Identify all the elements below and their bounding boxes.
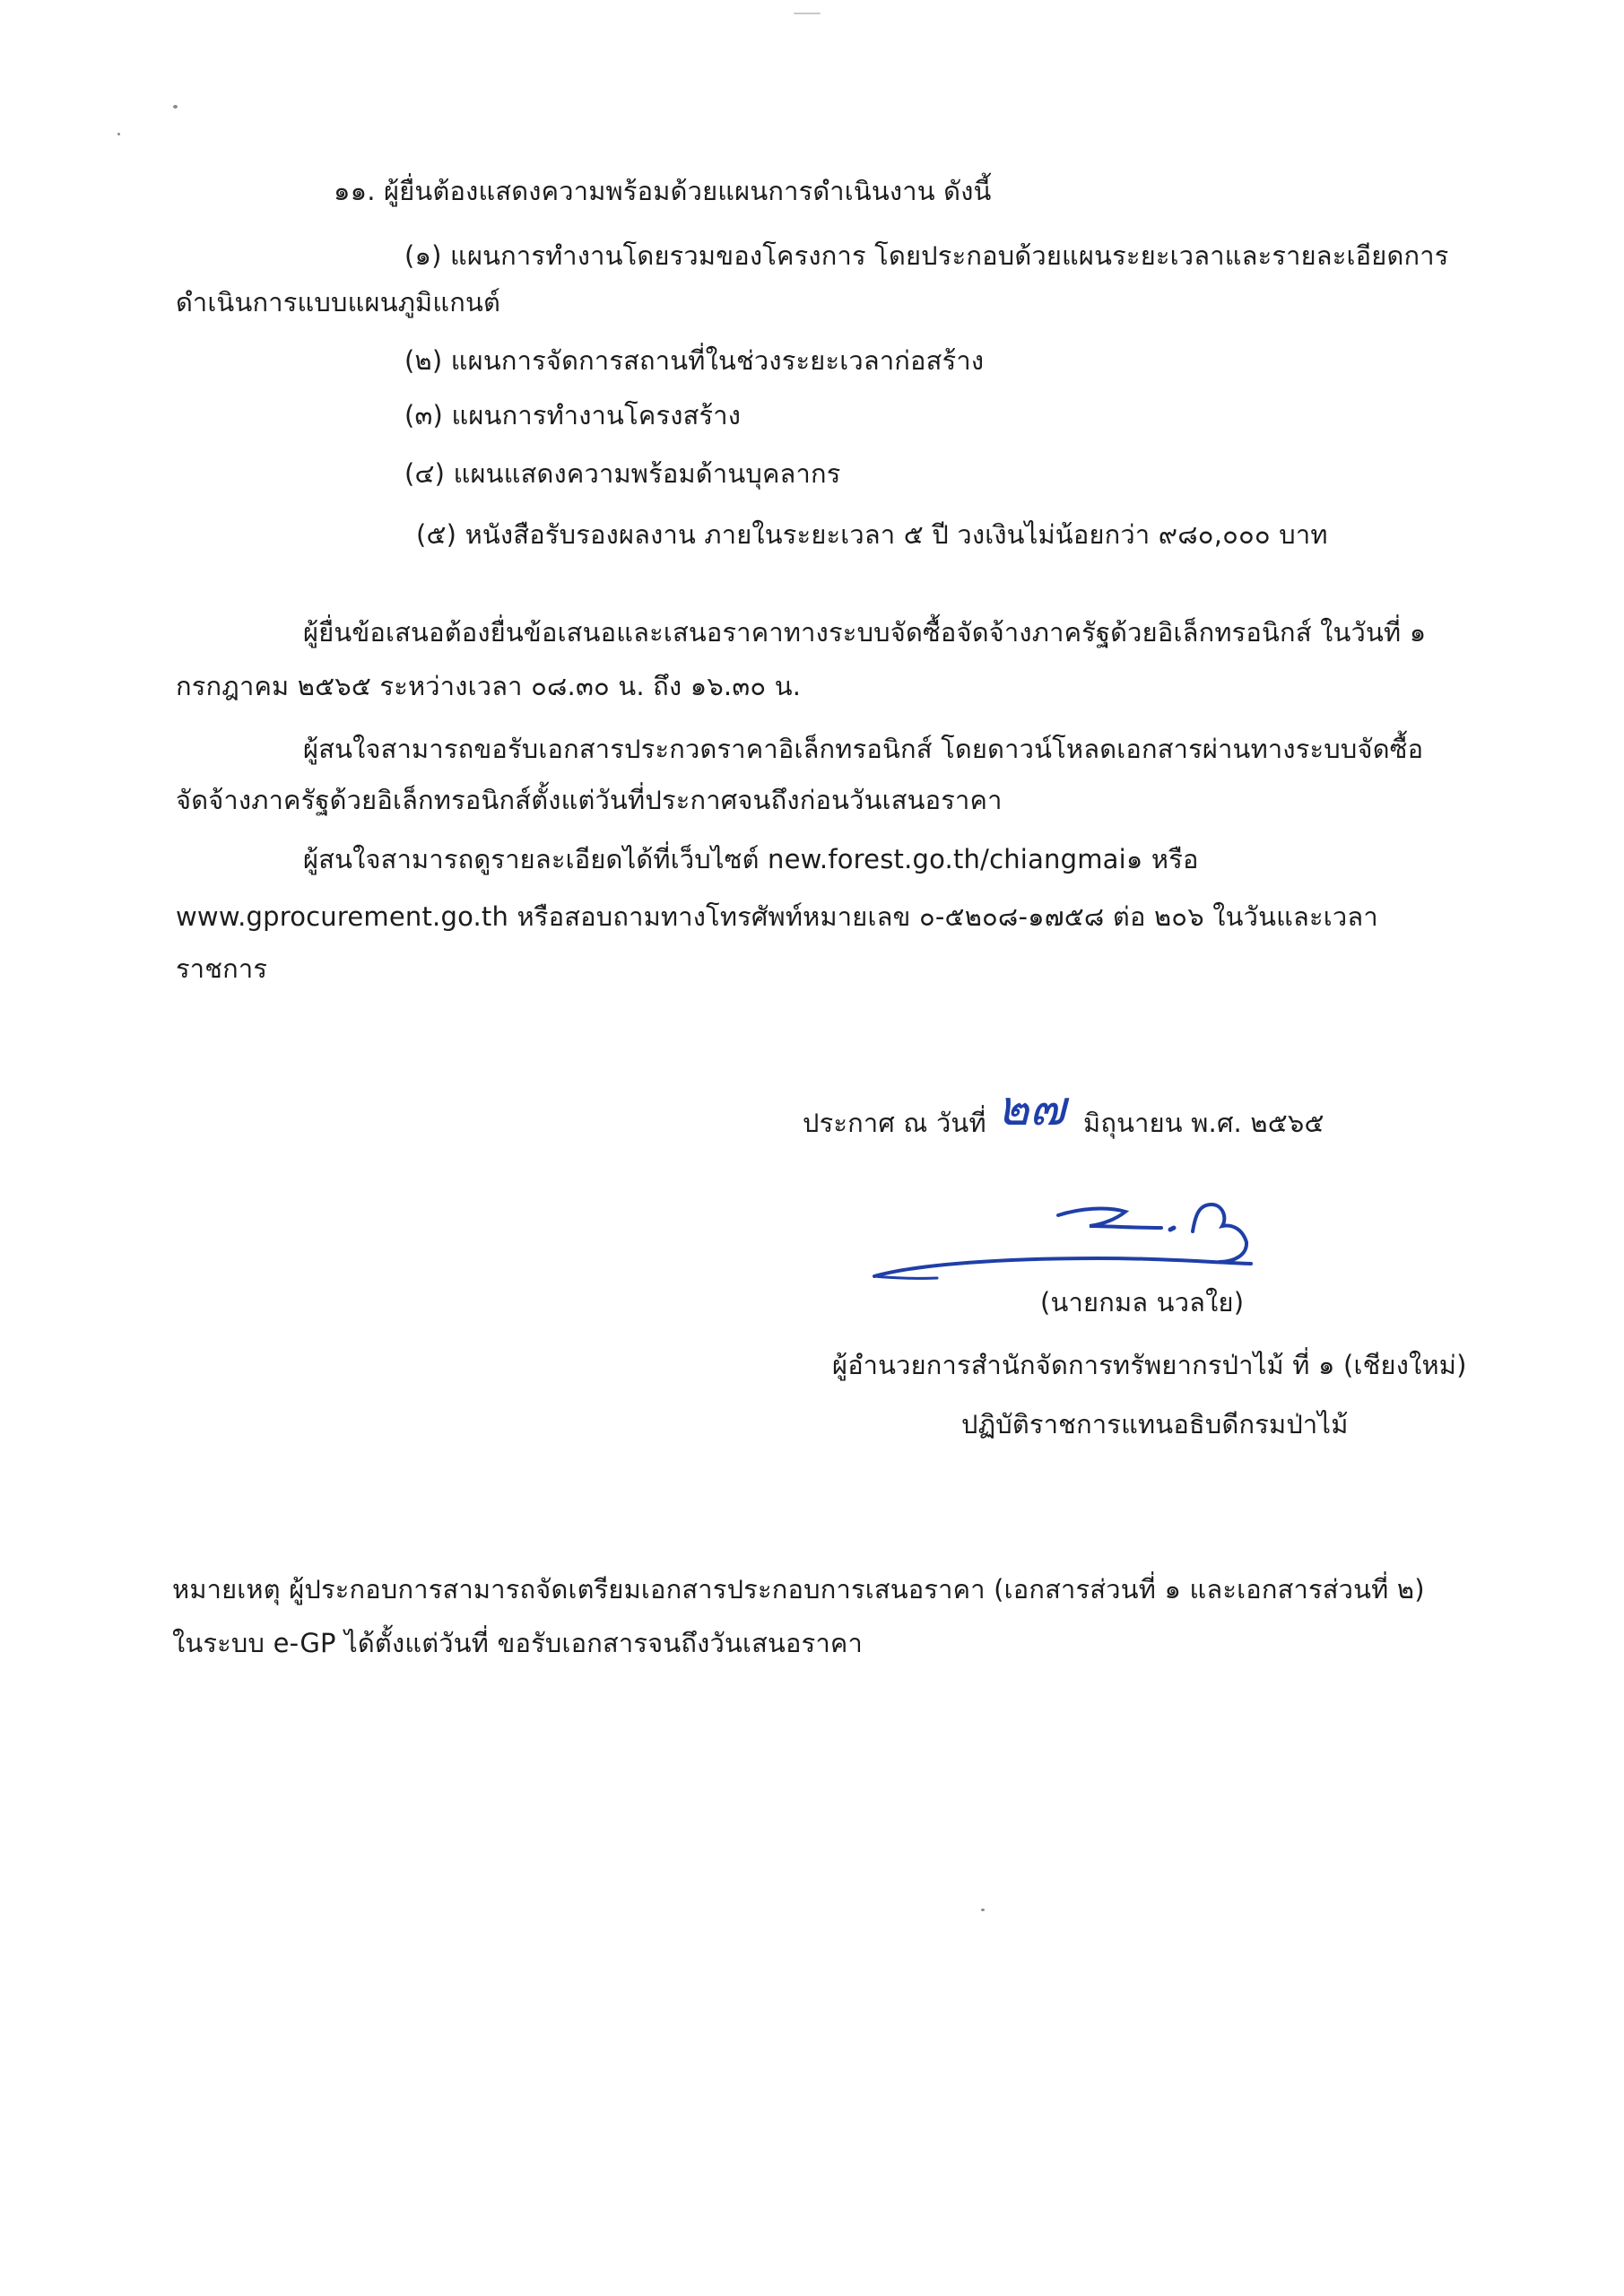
sub-item-1-line-2: ดำเนินการแบบแผนภูมิแกนต์ (176, 287, 501, 317)
download-line-1: ผู้สนใจสามารถขอรับเอกสารประกวดราคาอิเล็กทรอนิกส์ โดยดาวน์โหลดเอกสารผ่านทางระบบจัดซื้อ (303, 734, 1424, 764)
signatory-position: ผู้อำนวยการสำนักจัดการทรัพยากรป่าไม้ ที่ ๑ (เชียงใหม่) (832, 1350, 1467, 1380)
remark-line-1: หมายเหตุ ผู้ประกอบการสามารถจัดเตรียมเอกสารประกอบการเสนอราคา (เอกสารส่วนที่ ๑ และเอกสารส่วนที่ ๒) (172, 1574, 1425, 1605)
submission-line-2: กรกฎาคม ๒๕๖๕ ระหว่างเวลา ๐๘.๓๐ น. ถึง ๑๖.๓๐ น. (176, 671, 802, 701)
remark-line-2: ในระบบ e-GP ได้ตั้งแต่วันที่ ขอรับเอกสารจนถึงวันเสนอราคา (172, 1628, 864, 1658)
submission-line-1: ผู้ยื่นข้อเสนอต้องยื่นข้อเสนอและเสนอราคาทางระบบจัดซื้อจัดจ้างภาครัฐด้วยอิเล็กทรอนิกส์ ในวันที่ ๑ (303, 617, 1427, 648)
handwritten-day: ๒๗ (997, 1080, 1066, 1136)
sub-item-3: (๓) แผนการทำงานโครงสร้าง (404, 400, 742, 430)
item-11-heading: ๑๑. ผู้ยื่นต้องแสดงความพร้อมด้วยแผนการดำเนินงาน ดังนี้ (334, 176, 992, 206)
sub-item-2: (๒) แผนการจัดการสถานที่ในช่วงระยะเวลาก่อสร้าง (404, 345, 985, 376)
scan-speck (794, 13, 821, 14)
sub-item-1-line-1: (๑) แผนการทำงานโดยรวมของโครงการ โดยประกอบด้วยแผนระยะเวลาและรายละเอียดการ (404, 240, 1449, 271)
scan-speck (173, 105, 178, 109)
sub-item-4: (๔) แผนแสดงความพร้อมด้านบุคลากร (404, 458, 841, 489)
announcement-prefix: ประกาศ ณ วันที่ (803, 1108, 986, 1138)
signatory-acting: ปฏิบัติราชการแทนอธิบดีกรมป่าไม้ (961, 1409, 1349, 1439)
signatory-name: (นายกมล นวลใย) (1040, 1287, 1245, 1318)
scan-speck (117, 133, 120, 135)
sub-item-5: (๕) หนังสือรับรองผลงาน ภายในระยะเวลา ๕ ปี วงเงินไม่น้อยกว่า ๙๘๐,๐๐๐ บาท (416, 519, 1328, 550)
contact-line-1: ผู้สนใจสามารถดูรายละเอียดได้ที่เว็บไซต์ new.forest.go.th/chiangmai๑ หรือ (303, 844, 1199, 874)
contact-line-2: www.gprocurement.go.th หรือสอบถามทางโทรศัพท์หมายเลข ๐-๕๒๐๘-๑๗๕๘ ต่อ ๒๐๖ ในวันและเวลา (176, 901, 1378, 932)
scan-speck (981, 1909, 985, 1911)
announcement-suffix: มิถุนายน พ.ศ. ๒๕๖๕ (1083, 1108, 1324, 1138)
download-line-2: จัดจ้างภาครัฐด้วยอิเล็กทรอนิกส์ตั้งแต่วันที่ประกาศจนถึงก่อนวันเสนอราคา (176, 785, 1003, 815)
contact-line-3: ราชการ (176, 953, 268, 984)
